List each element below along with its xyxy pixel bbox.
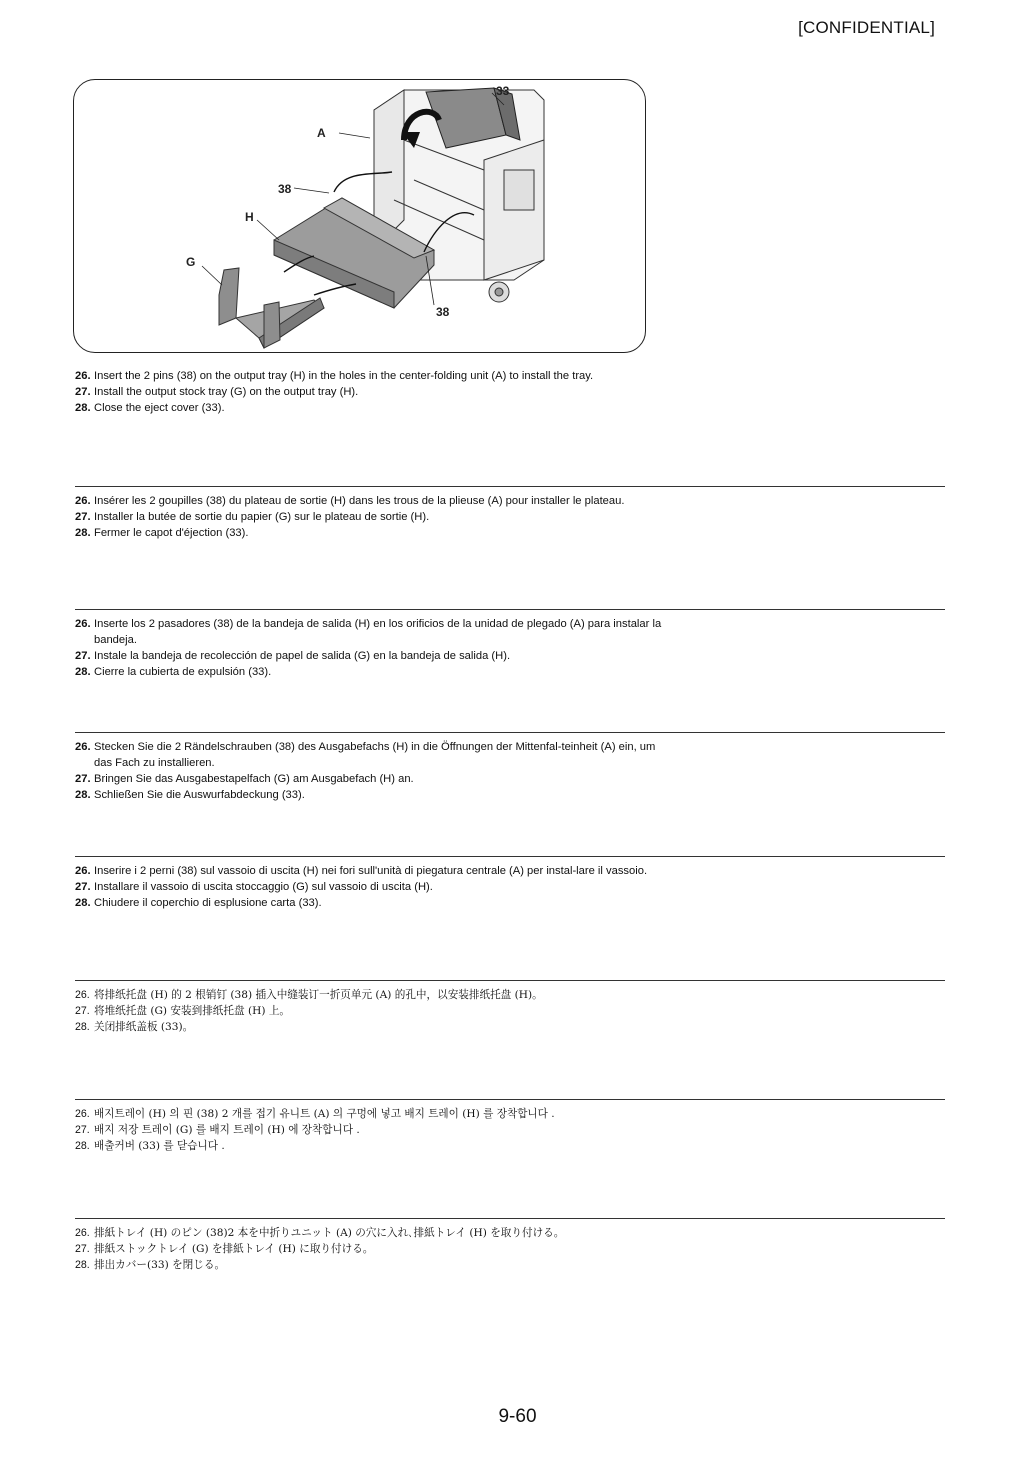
instructions-zh — [75, 980, 945, 1035]
step-28: 28. 关闭排纸盖板 (33)。 — [75, 1021, 194, 1033]
page-number: 9-60 — [498, 1406, 537, 1427]
callout-38-upper: 38 — [278, 182, 292, 196]
confidential-label: [CONFIDENTIAL] — [798, 18, 935, 37]
callout-33: 33 — [496, 84, 510, 98]
step-28: 28. Fermer le capot d'éjection (33). — [75, 527, 249, 539]
step-28: 28. 排出カバー(33) を閉じる。 — [75, 1259, 226, 1271]
step-28: 28. Cierre la cubierta de expulsión (33). — [75, 666, 272, 678]
callout-38-lower: 38 — [436, 305, 450, 319]
step-28: 28. Chiudere il coperchio di esplusione carta (33). — [75, 897, 322, 909]
instructions-ja — [75, 1218, 945, 1273]
step-26: 26. Inserte los 2 pasadores (38) de la bandeja de salida (H) en los orificios de la unidad de plegado (A) para instalar la bandeja. — [75, 618, 662, 646]
instructions-de — [75, 732, 945, 803]
output-tray-diagram — [74, 80, 646, 353]
step-28: 28. Close the eject cover (33). — [75, 402, 225, 414]
step-27: 27. Bringen Sie das Ausgabestapelfach (G) am Ausgabefach (H) an. — [75, 773, 414, 785]
step-26: 26. Insert the 2 pins (38) on the output tray (H) in the holes in the center-folding unit (A) to install the tray. — [75, 370, 594, 382]
step-27: 27. 将堆纸托盘 (G) 安装到排纸托盘 (H) 上。 — [75, 1005, 291, 1017]
step-27: 27. Installare il vassoio di uscita stoccaggio (G) sul vassoio di uscita (H). — [75, 881, 433, 893]
installation-illustration — [73, 79, 646, 353]
callout-h: H — [245, 210, 254, 224]
instructions-fr — [75, 486, 945, 541]
step-26: 26. 排紙トレイ (H) のピン (38)2 本を中折りユニット (A) の穴に入れ､排紙トレイ (H) を取り付ける。 — [75, 1227, 565, 1239]
step-26: 26. 将排纸托盘 (H) 的 2 根销钉 (38) 插入中缝装订一折页单元 (A) 的孔中，以安装排纸托盘 (H)。 — [75, 989, 543, 1001]
step-26: 26. Inserire i 2 perni (38) sul vassoio di uscita (H) nei fori sull'unità di piegatura centrale (A) per instal-lare il vassoio. — [75, 865, 648, 877]
step-27: 27. 排紙ストックトレイ (G) を排紙トレイ (H) に取り付ける。 — [75, 1243, 374, 1255]
instructions-ko — [75, 1099, 945, 1154]
instructions-es — [75, 609, 945, 680]
step-26: 26. Insérer les 2 goupilles (38) du plateau de sortie (H) dans les trous de la plieuse (A) pour installer le plateau. — [75, 495, 625, 507]
instructions-en — [75, 368, 945, 416]
callout-a: A — [317, 126, 326, 140]
step-26: 26. 배지트레이 (H) 의 핀 (38) 2 개를 접기 유니트 (A) 의 구멍에 넣고 배지 트레이 (H) 를 장착합니다 . — [75, 1108, 555, 1120]
step-26: 26. Stecken Sie die 2 Rändelschrauben (38) des Ausgabefachs (H) in die Öffnungen der Mittenfal-teinheit (A) ein, um das Fach zu installieren. — [75, 741, 656, 769]
stock-tray — [219, 268, 324, 348]
step-27: 27. 배지 저장 트레이 (G) 를 배지 트레이 (H) 에 장착합니다 . — [75, 1124, 360, 1136]
step-28: 28. Schließen Sie die Auswurfabdeckung (33). — [75, 789, 305, 801]
step-27: 27. Install the output stock tray (G) on the output tray (H). — [75, 386, 359, 398]
instructions-it — [75, 856, 945, 911]
callout-g: G — [186, 255, 196, 269]
step-27: 27. Installer la butée de sortie du papier (G) sur le plateau de sortie (H). — [75, 511, 430, 523]
step-27: 27. Instale la bandeja de recolección de papel de salida (G) en la bandeja de salida (H). — [75, 650, 511, 662]
step-28: 28. 배출커버 (33) 를 닫습니다 . — [75, 1140, 225, 1152]
